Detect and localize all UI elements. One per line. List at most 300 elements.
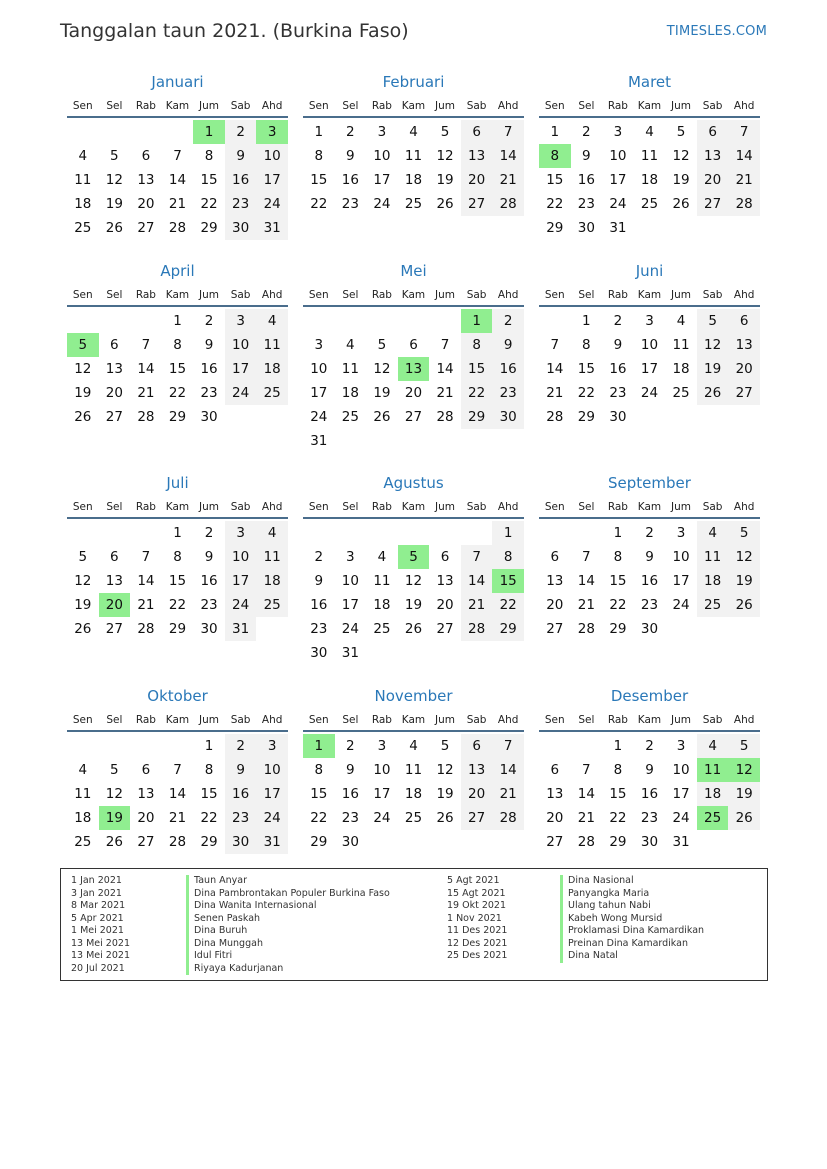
- day-cell: 5: [110, 762, 119, 778]
- day-cell: 7: [492, 120, 524, 144]
- month-juli: [67, 470, 288, 663]
- day-cell: 31: [256, 216, 288, 240]
- day-cell: 14: [577, 786, 595, 802]
- day-cell: 12: [436, 762, 454, 778]
- day-cell: 25: [404, 196, 423, 212]
- day-cell: 11: [404, 148, 423, 164]
- day-cell: 12: [436, 148, 454, 164]
- day-cell: 30: [225, 830, 257, 854]
- day-cell: 18: [256, 569, 288, 593]
- day-cell: 28: [492, 806, 524, 830]
- holiday-day-cell: 13: [398, 357, 430, 381]
- day-cell: 20: [546, 810, 564, 826]
- day-cell: 3: [314, 337, 324, 353]
- day-cell: 10: [672, 549, 690, 565]
- day-cell: 8: [461, 333, 493, 357]
- weekday-header: [67, 285, 288, 307]
- day-cell: 27: [105, 621, 123, 637]
- legend-holiday-name: Senen Paskah: [186, 913, 260, 926]
- day-cell: 15: [200, 786, 218, 802]
- day-cell: 20: [137, 196, 155, 212]
- day-cell: 4: [256, 521, 288, 545]
- month-name: Februari: [382, 73, 445, 91]
- day-grid: [67, 519, 288, 663]
- day-cell: 6: [461, 120, 493, 144]
- day-cell: 10: [672, 762, 690, 778]
- day-cell: 11: [341, 361, 359, 377]
- day-cell: 15: [168, 573, 187, 589]
- weekday-label: Jum: [671, 100, 692, 112]
- month-name: Oktober: [147, 687, 208, 705]
- day-cell: 1: [613, 525, 623, 541]
- day-cell: 17: [310, 385, 328, 401]
- day-cell: 22: [168, 597, 187, 613]
- day-grid: [303, 118, 524, 262]
- weekday-label: Rab: [371, 289, 392, 301]
- weekday-label: Sel: [342, 714, 359, 726]
- day-cell: 6: [461, 734, 493, 758]
- day-cell: 30: [200, 621, 218, 637]
- day-cell: 18: [404, 172, 423, 188]
- weekday-label: Sab: [230, 501, 251, 513]
- weekday-label: Sen: [308, 714, 329, 726]
- day-cell: 1: [173, 525, 182, 541]
- day-cell: 22: [609, 597, 627, 613]
- day-cell: 5: [377, 337, 387, 353]
- day-cell: 3: [377, 124, 387, 140]
- day-grid: [303, 732, 524, 876]
- weekday-label: Jum: [199, 289, 220, 301]
- day-cell: 28: [461, 617, 493, 641]
- day-cell: 20: [105, 385, 123, 401]
- day-cell: 8: [492, 545, 524, 569]
- day-cell: 21: [461, 593, 493, 617]
- day-cell: 2: [613, 313, 623, 329]
- day-grid: [67, 307, 288, 451]
- weekday-label: Jum: [199, 501, 220, 513]
- day-cell: 30: [200, 409, 218, 425]
- day-cell: 2: [346, 738, 355, 754]
- day-cell: 15: [168, 361, 187, 377]
- weekday-label: Jum: [435, 714, 456, 726]
- weekday-label: Rab: [371, 714, 392, 726]
- day-cell: 24: [225, 381, 257, 405]
- day-cell: 22: [492, 593, 524, 617]
- day-cell: 19: [105, 196, 123, 212]
- legend-holiday-name: Dina Munggah: [186, 938, 263, 951]
- day-cell: 25: [373, 621, 391, 637]
- day-cell: 16: [225, 168, 257, 192]
- day-cell: 26: [436, 810, 454, 826]
- holiday-day-cell: 5: [67, 333, 99, 357]
- day-cell: 11: [74, 786, 92, 802]
- day-cell: 16: [341, 172, 359, 188]
- day-cell: 31: [672, 834, 690, 850]
- day-cell: 8: [613, 762, 623, 778]
- day-cell: 15: [461, 357, 493, 381]
- weekday-label: Sab: [702, 501, 723, 513]
- day-cell: 30: [609, 409, 627, 425]
- day-cell: 12: [105, 786, 123, 802]
- weekday-label: Jum: [435, 100, 456, 112]
- day-cell: 18: [697, 569, 729, 593]
- day-cell: 28: [137, 409, 155, 425]
- weekday-label: Kam: [637, 714, 662, 726]
- day-cell: 11: [74, 172, 92, 188]
- weekday-label: Rab: [135, 714, 156, 726]
- weekday-header: [67, 710, 288, 732]
- day-cell: 9: [613, 337, 623, 353]
- month-januari: [67, 69, 288, 262]
- day-cell: 7: [550, 337, 560, 353]
- day-grid: [539, 118, 760, 262]
- day-cell: 6: [110, 337, 119, 353]
- month-name: November: [374, 687, 453, 705]
- weekday-label: Sen: [544, 501, 565, 513]
- day-cell: 6: [110, 549, 119, 565]
- day-cell: 20: [697, 168, 729, 192]
- day-cell: 23: [609, 385, 627, 401]
- day-cell: 12: [373, 361, 391, 377]
- day-cell: 31: [609, 220, 627, 236]
- day-cell: 3: [377, 738, 387, 754]
- day-cell: 28: [168, 220, 187, 236]
- day-cell: 6: [440, 549, 450, 565]
- day-cell: 26: [728, 806, 760, 830]
- month-maret: [539, 69, 760, 262]
- day-cell: 30: [310, 645, 328, 661]
- day-cell: 5: [440, 738, 450, 754]
- day-cell: 7: [141, 337, 151, 353]
- weekday-label: Ahd: [261, 714, 283, 726]
- day-cell: 8: [204, 148, 214, 164]
- weekday-label: Kam: [401, 714, 426, 726]
- day-cell: 18: [74, 810, 92, 826]
- day-cell: 26: [74, 409, 92, 425]
- holiday-day-cell: 12: [728, 758, 760, 782]
- day-cell: 13: [697, 144, 729, 168]
- weekday-label: Sel: [106, 714, 123, 726]
- weekday-label: Kam: [637, 100, 662, 112]
- day-cell: 16: [640, 573, 659, 589]
- day-cell: 29: [168, 621, 187, 637]
- day-cell: 27: [461, 192, 493, 216]
- holiday-day-cell: 1: [303, 734, 335, 758]
- day-cell: 23: [200, 385, 218, 401]
- day-cell: 2: [204, 525, 214, 541]
- day-cell: 5: [676, 124, 686, 140]
- weekday-header: [539, 96, 760, 118]
- day-cell: 7: [582, 762, 591, 778]
- day-cell: 25: [672, 385, 690, 401]
- day-cell: 18: [341, 385, 359, 401]
- day-cell: 26: [728, 593, 760, 617]
- day-cell: 22: [609, 810, 627, 826]
- day-cell: 4: [78, 148, 88, 164]
- day-cell: 25: [697, 593, 729, 617]
- site-name[interactable]: TIMESLES.COM: [666, 24, 767, 39]
- day-cell: 28: [492, 192, 524, 216]
- day-cell: 18: [74, 196, 92, 212]
- day-cell: 13: [105, 573, 123, 589]
- day-cell: 30: [225, 216, 257, 240]
- day-grid: [539, 307, 760, 451]
- day-cell: 16: [492, 357, 524, 381]
- day-cell: 3: [346, 549, 355, 565]
- day-cell: 1: [550, 124, 560, 140]
- day-cell: 29: [200, 220, 218, 236]
- legend-holiday-name: Idul Fitri: [186, 950, 232, 963]
- day-cell: 14: [728, 144, 760, 168]
- holiday-day-cell: 25: [697, 806, 729, 830]
- weekday-label: Ahd: [733, 714, 755, 726]
- day-cell: 17: [225, 569, 257, 593]
- weekday-label: Sen: [72, 714, 93, 726]
- day-cell: 4: [78, 762, 88, 778]
- day-cell: 19: [672, 172, 690, 188]
- holiday-day-cell: 8: [539, 144, 571, 168]
- day-cell: 12: [105, 172, 123, 188]
- weekday-label: Ahd: [261, 289, 283, 301]
- day-grid: [303, 519, 524, 663]
- day-cell: 8: [173, 549, 182, 565]
- day-cell: 26: [373, 409, 391, 425]
- day-cell: 14: [492, 758, 524, 782]
- day-cell: 19: [373, 385, 391, 401]
- day-cell: 9: [225, 144, 257, 168]
- legend-date: 1 Nov 2021: [447, 912, 502, 924]
- weekday-header: [539, 285, 760, 307]
- day-cell: 10: [225, 333, 257, 357]
- legend-holiday-name: Kabeh Wong Mursid: [560, 913, 662, 926]
- day-cell: 23: [225, 192, 257, 216]
- day-cell: 25: [256, 593, 288, 617]
- day-cell: 15: [200, 172, 218, 188]
- weekday-label: Rab: [371, 501, 392, 513]
- day-cell: 27: [546, 621, 564, 637]
- legend-date: 19 Okt 2021: [447, 900, 507, 911]
- day-cell: 14: [137, 361, 155, 377]
- weekday-label: Sel: [342, 100, 359, 112]
- holiday-day-cell: 1: [193, 120, 225, 144]
- legend-date: 13 Mei 2021: [71, 937, 130, 949]
- weekday-label: Ahd: [261, 100, 283, 112]
- day-cell: 9: [492, 333, 524, 357]
- legend-holiday-name: Taun Anyar: [186, 875, 247, 888]
- day-grid: [539, 732, 760, 876]
- day-cell: 15: [609, 573, 627, 589]
- month-name: April: [160, 262, 195, 280]
- day-cell: 13: [105, 361, 123, 377]
- day-cell: 24: [225, 593, 257, 617]
- weekday-header: [539, 497, 760, 519]
- day-cell: 12: [728, 545, 760, 569]
- day-cell: 21: [137, 385, 155, 401]
- day-cell: 14: [436, 361, 454, 377]
- weekday-label: Sab: [702, 714, 723, 726]
- day-cell: 24: [256, 192, 288, 216]
- day-cell: 26: [404, 621, 423, 637]
- day-cell: 17: [341, 597, 359, 613]
- day-cell: 22: [200, 196, 218, 212]
- month-name: Juni: [635, 262, 664, 280]
- day-cell: 3: [613, 124, 623, 140]
- weekday-label: Sab: [230, 289, 251, 301]
- day-cell: 14: [137, 573, 155, 589]
- day-cell: 25: [640, 196, 659, 212]
- day-cell: 27: [137, 220, 155, 236]
- day-cell: 11: [697, 545, 729, 569]
- day-cell: 24: [341, 621, 359, 637]
- holiday-day-cell: 20: [99, 593, 131, 617]
- month-name: September: [608, 474, 691, 492]
- day-cell: 5: [78, 549, 88, 565]
- weekday-label: Sen: [72, 100, 93, 112]
- day-cell: 4: [346, 337, 355, 353]
- weekday-label: Sab: [466, 714, 487, 726]
- day-cell: 1: [492, 521, 524, 545]
- day-cell: 16: [341, 786, 359, 802]
- day-cell: 11: [373, 573, 391, 589]
- weekday-label: Sab: [702, 100, 723, 112]
- day-cell: 18: [697, 782, 729, 806]
- day-cell: 28: [577, 621, 595, 637]
- day-cell: 1: [173, 313, 182, 329]
- day-cell: 21: [168, 810, 187, 826]
- weekday-label: Rab: [135, 100, 156, 112]
- day-cell: 11: [256, 545, 288, 569]
- day-cell: 23: [200, 597, 218, 613]
- day-cell: 13: [546, 786, 564, 802]
- day-cell: 26: [436, 196, 454, 212]
- weekday-label: Ahd: [497, 100, 519, 112]
- month-oktober: [67, 683, 288, 876]
- month-juni: [539, 258, 760, 451]
- day-cell: 21: [546, 385, 564, 401]
- day-cell: 20: [404, 385, 423, 401]
- weekday-label: Sen: [308, 100, 329, 112]
- day-cell: 7: [728, 120, 760, 144]
- day-cell: 10: [609, 148, 627, 164]
- day-cell: 6: [697, 120, 729, 144]
- holiday-day-cell: 3: [256, 120, 288, 144]
- day-cell: 12: [74, 361, 92, 377]
- day-cell: 25: [341, 409, 359, 425]
- day-cell: 10: [640, 337, 659, 353]
- day-cell: 18: [256, 357, 288, 381]
- day-cell: 23: [341, 810, 359, 826]
- legend-date: 25 Des 2021: [447, 950, 508, 961]
- day-cell: 18: [640, 172, 659, 188]
- day-cell: 5: [697, 309, 729, 333]
- weekday-label: Sab: [466, 100, 487, 112]
- day-cell: 10: [256, 758, 288, 782]
- day-cell: 16: [577, 172, 595, 188]
- day-cell: 9: [645, 762, 654, 778]
- legend-holiday-name: Dina Natal: [560, 950, 618, 963]
- month-april: [67, 258, 288, 451]
- weekday-label: Kam: [401, 100, 426, 112]
- day-cell: 17: [373, 172, 391, 188]
- day-cell: 3: [225, 521, 257, 545]
- day-cell: 7: [173, 762, 182, 778]
- weekday-label: Ahd: [261, 501, 283, 513]
- day-cell: 22: [200, 810, 218, 826]
- day-cell: 4: [697, 734, 729, 758]
- weekday-label: Sel: [578, 714, 595, 726]
- weekday-header: [539, 710, 760, 732]
- day-cell: 14: [168, 172, 187, 188]
- month-name: Maret: [627, 73, 672, 91]
- weekday-label: Sab: [466, 289, 487, 301]
- day-cell: 18: [404, 786, 423, 802]
- month-name: Desember: [610, 687, 689, 705]
- day-cell: 23: [577, 196, 595, 212]
- day-cell: 24: [373, 196, 391, 212]
- day-cell: 6: [141, 762, 151, 778]
- weekday-label: Sel: [342, 501, 359, 513]
- day-cell: 1: [613, 738, 623, 754]
- day-cell: 2: [645, 525, 654, 541]
- day-cell: 17: [256, 168, 288, 192]
- day-cell: 19: [436, 786, 454, 802]
- day-cell: 4: [697, 521, 729, 545]
- day-cell: 18: [373, 597, 391, 613]
- month-name: Mei: [400, 262, 427, 280]
- day-cell: 25: [256, 381, 288, 405]
- day-cell: 13: [461, 144, 493, 168]
- day-cell: 31: [256, 830, 288, 854]
- month-mei: [303, 258, 524, 451]
- legend-holiday-name: Ulang tahun Nabi: [560, 900, 651, 913]
- weekday-label: Sen: [544, 100, 565, 112]
- day-cell: 28: [546, 409, 564, 425]
- day-cell: 3: [676, 525, 686, 541]
- weekday-label: Jum: [435, 501, 456, 513]
- weekday-label: Sen: [544, 714, 565, 726]
- weekday-label: Sen: [72, 501, 93, 513]
- day-cell: 14: [168, 786, 187, 802]
- day-cell: 16: [310, 597, 328, 613]
- weekday-header: [303, 497, 524, 519]
- day-cell: 5: [440, 124, 450, 140]
- weekday-label: Ahd: [733, 501, 755, 513]
- day-cell: 19: [728, 782, 760, 806]
- day-cell: 7: [173, 148, 182, 164]
- legend-holiday-name: Dina Nasional: [560, 875, 634, 888]
- day-cell: 11: [256, 333, 288, 357]
- weekday-label: Kam: [165, 714, 190, 726]
- weekday-label: Sel: [106, 289, 123, 301]
- weekday-label: Rab: [607, 501, 628, 513]
- day-cell: 29: [168, 409, 187, 425]
- day-cell: 6: [550, 549, 560, 565]
- day-cell: 5: [728, 521, 760, 545]
- day-cell: 15: [577, 361, 595, 377]
- day-cell: 17: [373, 786, 391, 802]
- day-cell: 5: [728, 734, 760, 758]
- day-cell: 29: [609, 834, 627, 850]
- day-cell: 9: [204, 549, 214, 565]
- weekday-label: Sab: [702, 289, 723, 301]
- holiday-day-cell: 19: [99, 806, 131, 830]
- day-cell: 16: [200, 573, 218, 589]
- day-cell: 1: [582, 313, 591, 329]
- day-cell: 14: [546, 361, 564, 377]
- legend-holiday-name: Preinan Dina Kamardikan: [560, 938, 688, 951]
- weekday-label: Jum: [199, 714, 220, 726]
- day-cell: 10: [256, 144, 288, 168]
